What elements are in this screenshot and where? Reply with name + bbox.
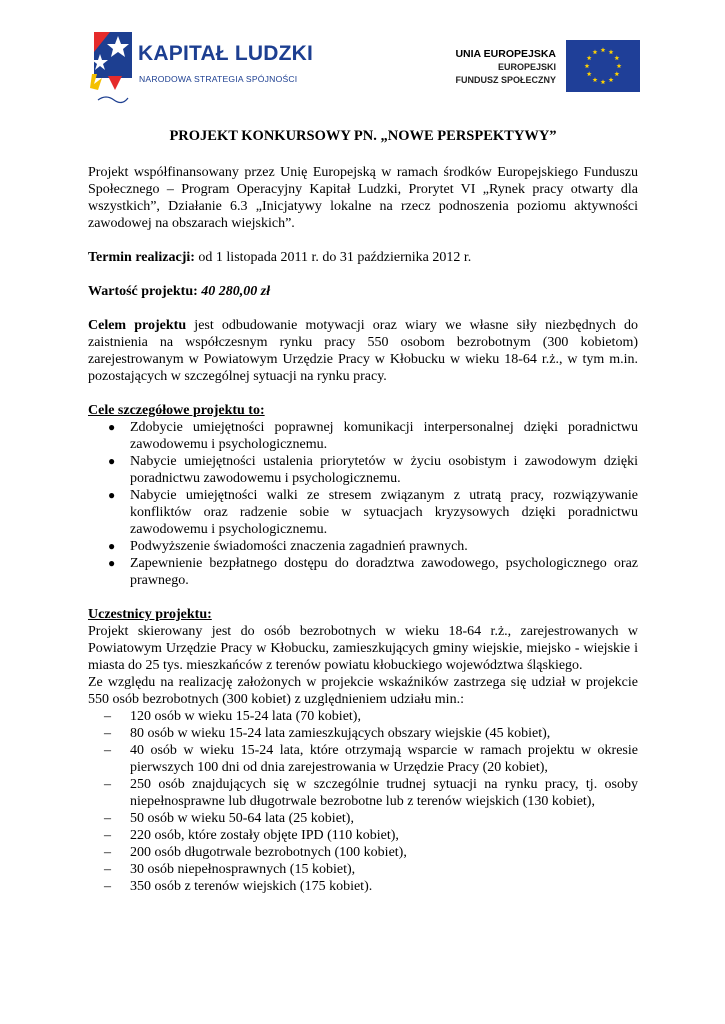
cele-item	[108, 487, 638, 538]
cele-item-text: Nabycie umiejętności walki ze stresem związanym z utratą pracy, rozwiązywanie konfliktów oraz radzenie sobie w sytuacjach kryzysowych dzięki poradnictwu zawodowemu i psychologicznemu.	[130, 488, 638, 537]
uczestnicy-heading: Uczestnicy projektu:	[88, 607, 212, 622]
udzial-item-text: 200 osób długotrwale bezrobotnych (100 kobiet),	[130, 845, 407, 860]
cele-list	[88, 419, 638, 589]
udzial-item	[104, 844, 638, 861]
cele-item-text: Podwyższenie świadomości znaczenia zagadnień prawnych.	[130, 539, 468, 554]
udzial-item	[104, 827, 638, 844]
cele-item-text: Nabycie umiejętności ustalenia priorytetów w życiu osobistym i zawodowym dzięki poradnictwu zawodowemu i psychologicznemu.	[130, 454, 638, 486]
kapital-ludzki-logo	[88, 32, 314, 112]
uczestnicy-paragraph: Projekt skierowany jest do osób bezrobotnych w wieku 18-64 r.ż., zarejestrowanych w Powiatowym Urzędzie Pracy w Kłobucku, zamieszkujących gminy wiejskie, miejsko - wiejskie i miasta do 25 tys. mieszkańców z terenów powiatu kłobuckiego województwa śląskiego.	[88, 624, 638, 673]
wartosc-value: 40 280,00 zł	[201, 284, 271, 299]
udzial-item	[104, 708, 638, 725]
termin-paragraph	[88, 249, 638, 266]
udzial-item-text: 50 osób w wieku 50-64 lata (25 kobiet),	[130, 811, 354, 826]
list-marker: ●	[108, 420, 116, 434]
termin-value: od 1 listopada 2011 r. do 31 października 2012 r.	[194, 250, 472, 265]
list-marker: ●	[108, 556, 116, 570]
list-marker: –	[104, 709, 111, 724]
wartosc-label: Wartość projektu:	[88, 284, 198, 299]
udzial-item-text: 220 osób, które zostały objęte IPD (110 kobiet),	[130, 828, 399, 843]
kapital-ludzki-emblem-icon	[88, 32, 134, 110]
udzial-item-text: 120 osób w wieku 15-24 lata (70 kobiet),	[130, 709, 361, 724]
eu-logo-line2: EUROPEJSKI	[497, 62, 556, 72]
header-logos	[0, 0, 725, 115]
udzial-item-text: 40 osób w wieku 15-24 lata, które otrzymają wsparcie w ramach projektu w okresie pierwszych 100 dni od dnia zarejestrowania w Urzędzie Pracy (20 kobiet),	[130, 743, 638, 775]
cele-item	[108, 555, 638, 589]
document-body	[88, 128, 638, 895]
list-marker: –	[104, 726, 111, 741]
udzial-item-text: 350 osób z terenów wiejskich (175 kobiet).	[130, 879, 373, 894]
cele-item	[108, 419, 638, 453]
list-marker: ●	[108, 539, 116, 553]
cele-heading: Cele szczegółowe projektu to:	[88, 403, 265, 418]
udzial-item	[104, 776, 638, 810]
wartosc-paragraph	[88, 283, 638, 300]
udzial-item-text: 30 osób niepełnosprawnych (15 kobiet),	[130, 862, 356, 877]
cel-text: jest odbudowanie motywacji oraz wiary we własne siły niezbędnych do zaistnienia na współczesnym rynku pracy 550 osobom bezrobotnym (300 kobietom) zarejestrowanym w Powiatowym Urzędzie Pracy w Kłobucku w wieku 18-64 r.ż., w tym m.in. pozostających w szczególnej sytuacji na rynku pracy.	[88, 318, 638, 384]
cele-item	[108, 453, 638, 487]
list-marker: –	[104, 845, 111, 860]
list-marker: –	[104, 743, 111, 758]
list-marker: ●	[108, 488, 116, 502]
kapital-ludzki-subtitle: NARODOWA STRATEGIA SPÓJNOŚCI	[139, 74, 298, 84]
udzial-item	[104, 861, 638, 878]
list-marker: ●	[108, 454, 116, 468]
eu-flag-icon	[566, 40, 640, 92]
list-marker: –	[104, 811, 111, 826]
udzial-item	[104, 742, 638, 776]
eu-logo-text	[455, 48, 556, 87]
udzial-item	[104, 878, 638, 895]
zastrzega-paragraph: Ze względu na realizację założonych w projekcie wskaźników zastrzega się udział w projekcie 550 osób bezrobotnych (300 kobiet) z uzględnieniem udziału min.:	[88, 675, 638, 707]
udzial-item	[104, 810, 638, 827]
termin-label: Termin realizacji:	[88, 250, 195, 265]
page-title: PROJEKT KONKURSOWY PN. „NOWE PERSPEKTYWY”	[169, 128, 557, 144]
eu-logo	[445, 38, 640, 104]
cel-label: Celem projektu	[88, 318, 187, 333]
eu-logo-line1: UNIA EUROPEJSKA	[455, 48, 556, 60]
udzial-item-text: 80 osób w wieku 15-24 lata zamieszkujących obszary wiejskie (45 kobiet),	[130, 726, 551, 741]
kapital-ludzki-title: KAPITAŁ LUDZKI	[138, 42, 314, 65]
list-marker: –	[104, 828, 111, 843]
udzial-item-text: 250 osób znajdujących się w szczególnie trudnej sytuacji na rynku pracy, tj. osoby niepełnosprawne lub długotrwale bezrobotne lub z terenów wiejskich (130 kobiet),	[130, 777, 638, 809]
udzial-item	[104, 725, 638, 742]
cele-item	[108, 538, 638, 555]
list-marker: –	[104, 777, 111, 792]
cele-item-text: Zdobycie umiejętności poprawnej komunikacji interpersonalnej dzięki poradnictwu zawodowemu i psychologicznemu.	[130, 420, 638, 452]
cel-paragraph	[88, 317, 638, 385]
cele-item-text: Zapewnienie bezpłatnego dostępu do doradztwa zawodowego, psychologicznego oraz prawnego.	[130, 556, 638, 588]
eu-logo-line3: FUNDUSZ SPOŁECZNY	[455, 75, 556, 85]
udzial-list	[88, 708, 638, 895]
list-marker: –	[104, 879, 111, 894]
list-marker: –	[104, 862, 111, 877]
intro-paragraph: Projekt współfinansowany przez Unię Europejską w ramach środków Europejskiego Funduszu Społecznego – Program Operacyjny Kapitał Ludzki, Prorytet VI „Rynek pracy otwarty dla wszystkich”, Działanie 6.3 „Inicjatywy lokalne na rzecz podnoszenia poziomu aktywności zawodowej na obszarach wiejskich”.	[88, 165, 638, 231]
